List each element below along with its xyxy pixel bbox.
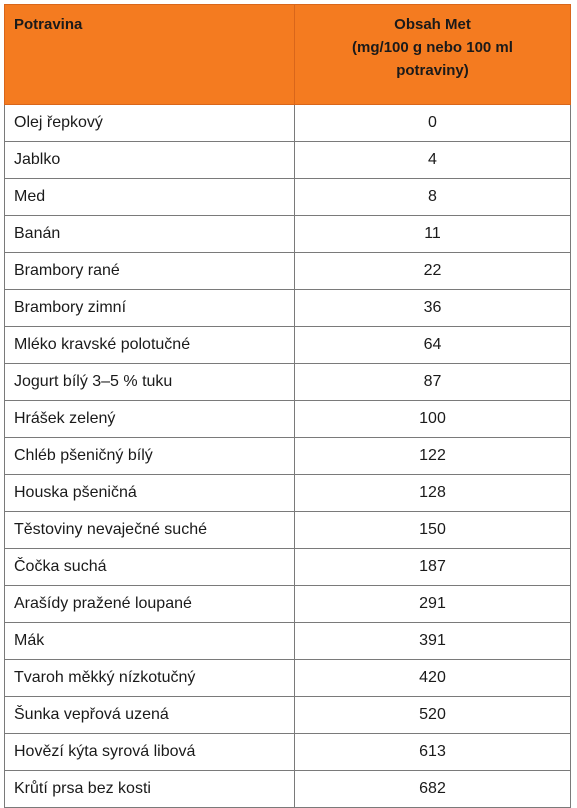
food-name-cell: Brambory zimní	[5, 290, 295, 327]
header-met-content	[295, 5, 571, 105]
methionine-content-table	[4, 4, 571, 808]
table-row	[5, 438, 571, 475]
food-name-cell: Těstoviny nevaječné suché	[5, 512, 295, 549]
food-name-cell: Banán	[5, 216, 295, 253]
header-food: Potravina	[5, 5, 295, 105]
table-row	[5, 216, 571, 253]
table-body	[5, 105, 571, 808]
table-row	[5, 401, 571, 438]
met-value-cell: 64	[295, 327, 571, 364]
food-name-cell: Tvaroh měkký nízkotučný	[5, 660, 295, 697]
table-row	[5, 512, 571, 549]
met-value-cell: 420	[295, 660, 571, 697]
table-row	[5, 253, 571, 290]
met-value-cell: 0	[295, 105, 571, 142]
met-value-cell: 8	[295, 179, 571, 216]
table-row	[5, 179, 571, 216]
table-row	[5, 290, 571, 327]
table-row	[5, 142, 571, 179]
met-value-cell: 520	[295, 697, 571, 734]
header-met-line-1: Obsah Met	[394, 16, 471, 33]
food-name-cell: Mléko kravské polotučné	[5, 327, 295, 364]
food-name-cell: Brambory rané	[5, 253, 295, 290]
table-row	[5, 697, 571, 734]
table-row	[5, 771, 571, 808]
food-name-cell: Čočka suchá	[5, 549, 295, 586]
table-header	[5, 5, 571, 105]
food-name-cell: Hrášek zelený	[5, 401, 295, 438]
food-name-cell: Hovězí kýta syrová libová	[5, 734, 295, 771]
met-value-cell: 4	[295, 142, 571, 179]
food-name-cell: Jablko	[5, 142, 295, 179]
table-row	[5, 327, 571, 364]
food-name-cell: Houska pšeničná	[5, 475, 295, 512]
methionine-table-container	[4, 4, 570, 808]
header-met-line-3: potraviny)	[396, 62, 469, 79]
met-value-cell: 613	[295, 734, 571, 771]
table-row	[5, 660, 571, 697]
table-row	[5, 364, 571, 401]
met-value-cell: 150	[295, 512, 571, 549]
table-row	[5, 586, 571, 623]
table-row	[5, 734, 571, 771]
header-row	[5, 5, 571, 105]
met-value-cell: 11	[295, 216, 571, 253]
met-value-cell: 291	[295, 586, 571, 623]
header-met-line-2: (mg/100 g nebo 100 ml	[352, 39, 513, 56]
food-name-cell: Šunka vepřová uzená	[5, 697, 295, 734]
met-value-cell: 87	[295, 364, 571, 401]
met-value-cell: 122	[295, 438, 571, 475]
table-row	[5, 549, 571, 586]
met-value-cell: 128	[295, 475, 571, 512]
met-value-cell: 100	[295, 401, 571, 438]
food-name-cell: Mák	[5, 623, 295, 660]
table-row	[5, 623, 571, 660]
met-value-cell: 22	[295, 253, 571, 290]
food-name-cell: Chléb pšeničný bílý	[5, 438, 295, 475]
met-value-cell: 391	[295, 623, 571, 660]
table-row	[5, 105, 571, 142]
met-value-cell: 682	[295, 771, 571, 808]
food-name-cell: Arašídy pražené loupané	[5, 586, 295, 623]
food-name-cell: Jogurt bílý 3–5 % tuku	[5, 364, 295, 401]
food-name-cell: Med	[5, 179, 295, 216]
met-value-cell: 187	[295, 549, 571, 586]
table-row	[5, 475, 571, 512]
food-name-cell: Krůtí prsa bez kosti	[5, 771, 295, 808]
food-name-cell: Olej řepkový	[5, 105, 295, 142]
met-value-cell: 36	[295, 290, 571, 327]
